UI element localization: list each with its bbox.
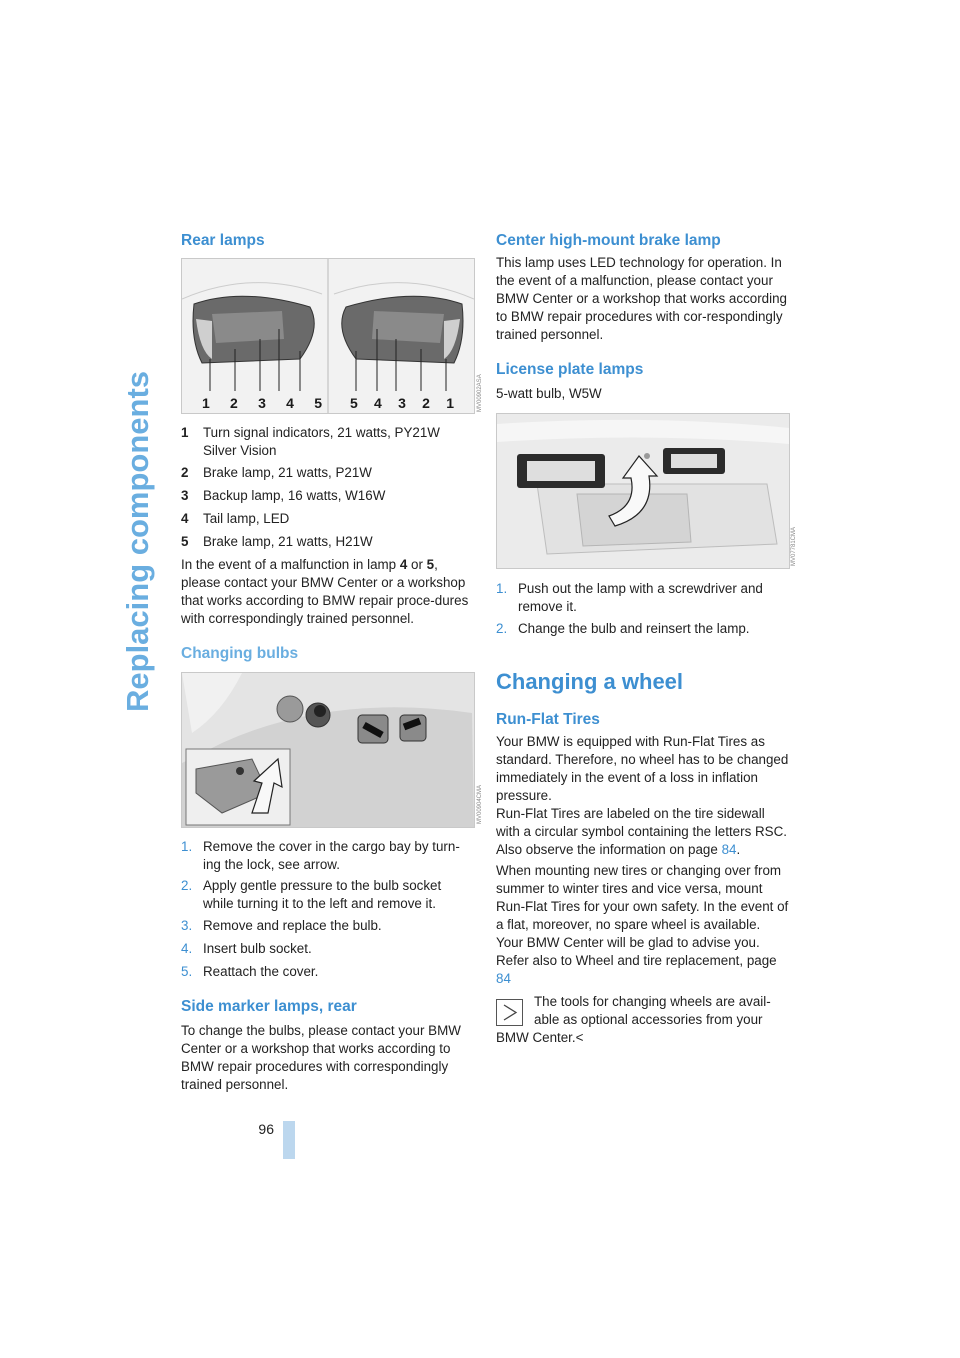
page-number-bar <box>283 1121 295 1159</box>
figure-code: MV07781CMA <box>791 526 797 566</box>
list-item <box>181 510 471 528</box>
center-brake-text: This lamp uses LED technology for operation. In the event of a malfunction, please contact your BMW Center or a workshop that works according to BMW repair procedures with cor-respondingly trained personnel. <box>496 255 787 342</box>
list-item <box>181 424 471 460</box>
step-text: Remove the cover in the cargo bay by turn-ing the lock, see arrow. <box>203 839 460 872</box>
changing-wheel-heading: Changing a wheel <box>496 669 684 694</box>
step-item <box>181 838 471 874</box>
fig-label: 5 <box>350 395 358 411</box>
step-number: 5. <box>181 964 193 979</box>
list-item <box>181 487 471 505</box>
text: The tools for changing wheels are avail-able as optional accessories from your <box>534 994 771 1027</box>
step-text: Apply gentle pressure to the bulb socket while turning it to the left and remove it. <box>203 878 442 911</box>
text: or <box>407 557 427 572</box>
license-plate-bulb: 5-watt bulb, W5W <box>496 386 602 401</box>
step-text: Change the bulb and reinsert the lamp. <box>518 621 750 636</box>
item-text: Turn signal indicators, 21 watts, PY21W Silver Vision <box>203 425 440 458</box>
fig-label: 2 <box>422 395 430 411</box>
fig-label: 4 <box>286 395 294 411</box>
step-number: 1. <box>181 839 193 854</box>
figure-code: MV00904CMA <box>477 784 483 824</box>
page-link[interactable]: 84 <box>721 842 737 857</box>
item-text: Brake lamp, 21 watts, P21W <box>203 465 372 480</box>
step-text: Reattach the cover. <box>203 964 319 979</box>
step-number: 4. <box>181 941 193 956</box>
item-number: 4 <box>181 511 189 526</box>
page-number: 96 <box>258 1121 274 1137</box>
note-arrow-icon <box>497 1000 522 1025</box>
license-plate-figure <box>496 413 790 569</box>
side-marker-heading: Side marker lamps, rear <box>181 998 357 1015</box>
license-plate-illustration <box>497 414 789 568</box>
sidebar-section-title: Replacing components <box>120 370 155 712</box>
fig-label: 4 <box>374 395 382 411</box>
license-plate-heading: License plate lamps <box>496 361 644 378</box>
lamp-number: 5 <box>426 557 435 572</box>
step-text: Remove and replace the bulb. <box>203 918 382 933</box>
step-item <box>181 940 471 958</box>
rear-lamps-labels-right <box>350 395 454 411</box>
step-number: 2. <box>181 878 193 893</box>
step-text: Insert bulb socket. <box>203 941 312 956</box>
fig-label: 3 <box>258 395 266 411</box>
step-item <box>496 580 786 616</box>
changing-bulbs-heading: Changing bulbs <box>181 645 299 662</box>
run-flat-para3 <box>496 862 790 988</box>
changing-bulbs-figure <box>181 672 475 828</box>
item-number: 5 <box>181 534 189 549</box>
fig-label: 3 <box>398 395 406 411</box>
step-item <box>181 963 471 981</box>
page-link[interactable]: 84 <box>496 971 511 986</box>
malfunction-paragraph <box>181 556 475 628</box>
item-text: Backup lamp, 16 watts, W16W <box>203 488 386 503</box>
item-text: Brake lamp, 21 watts, H21W <box>203 534 373 549</box>
item-text: Tail lamp, LED <box>203 511 290 526</box>
note-text-end <box>496 1029 790 1047</box>
step-item <box>496 620 786 638</box>
figure-code: MV00902ASA <box>477 374 483 412</box>
cargo-bay-illustration <box>182 673 474 827</box>
step-text: Push out the lamp with a screwdriver and remove it. <box>518 581 763 614</box>
run-flat-para1: Your BMW is equipped with Run-Flat Tires as standard. Therefore, no wheel has to be changed immediately in the event of a loss in inflation pressure. <box>496 734 789 803</box>
item-number: 2 <box>181 465 189 480</box>
step-item <box>181 917 471 935</box>
run-flat-heading: Run-Flat Tires <box>496 711 600 728</box>
fig-label: 5 <box>314 395 322 411</box>
step-number: 2. <box>496 621 508 636</box>
list-item <box>181 533 471 551</box>
text: Run-Flat Tires are labeled on the tire sidewall with a circular symbol containing the letters RSC. Also observe the information on page <box>496 806 787 857</box>
side-marker-text: To change the bulbs, please contact your BMW Center or a workshop that works according to BMW repair procedures with correspondingly trained personnel. <box>181 1023 461 1092</box>
step-number: 3. <box>181 918 193 933</box>
sidebar-title-container <box>80 228 155 748</box>
text: , please contact your BMW Center or a workshop that works according to BMW repair proce-dures with correspondingly trained personnel. <box>181 557 469 626</box>
text: In the event of a malfunction in lamp <box>181 557 400 572</box>
item-number: 3 <box>181 488 189 503</box>
item-number: 1 <box>181 425 189 440</box>
step-number: 1. <box>496 581 508 596</box>
step-item <box>181 877 471 913</box>
note-text <box>534 993 790 1029</box>
text: . <box>736 842 741 857</box>
fig-label: 1 <box>202 395 210 411</box>
text: BMW Center. <box>496 1030 576 1045</box>
rear-lamps-illustration <box>182 259 474 413</box>
text: When mounting new tires or changing over from summer to winter tires and vice versa, mount Run-Flat Tires for your own safety. In the event of a flat, moreover, no spare wheel is available. Your BMW Center will be glad to advise you. Refer also to Wheel and tire replacement, page <box>496 863 789 968</box>
fig-label: 1 <box>446 395 454 411</box>
center-brake-heading: Center high-mount brake lamp <box>496 232 721 249</box>
rear-lamps-heading: Rear lamps <box>181 232 265 249</box>
run-flat-para2 <box>496 805 790 859</box>
fig-label: 2 <box>230 395 238 411</box>
lamp-number: 4 <box>399 557 408 572</box>
rear-lamps-labels-left <box>202 395 322 411</box>
list-item <box>181 464 471 482</box>
end-marker: < <box>575 1030 584 1045</box>
note-icon <box>496 999 523 1026</box>
rear-lamps-figure <box>181 258 475 414</box>
